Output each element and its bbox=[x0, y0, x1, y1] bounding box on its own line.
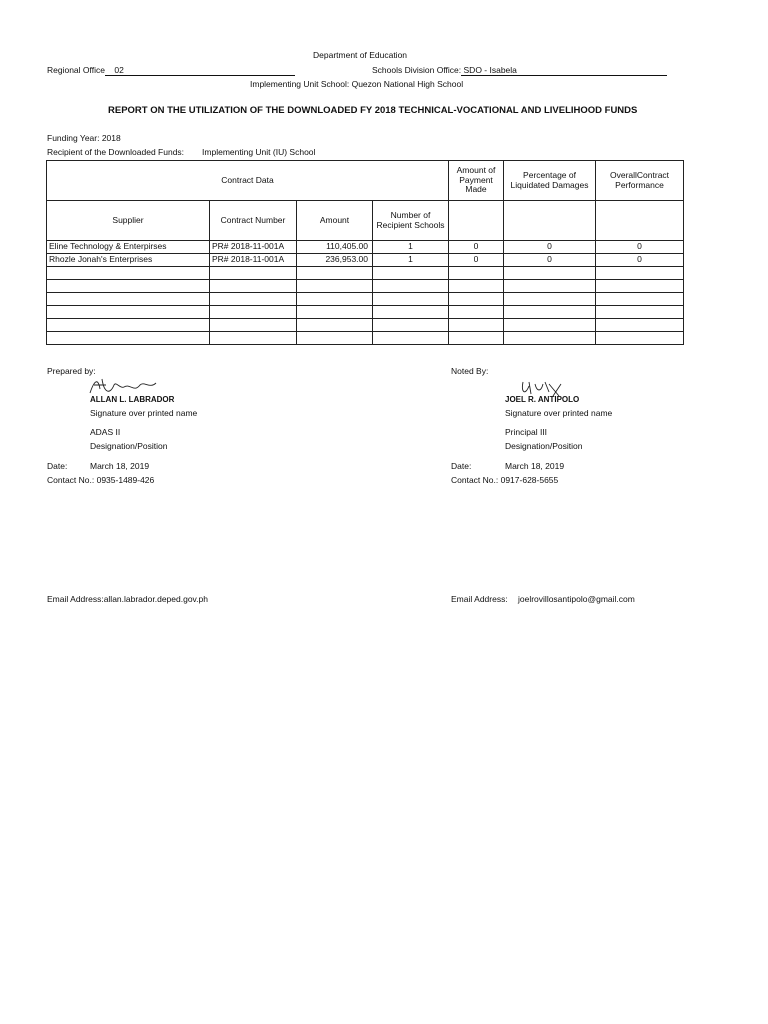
table-row bbox=[47, 306, 684, 319]
noted-by-label: Noted By: bbox=[451, 366, 489, 376]
supplier-cell bbox=[47, 306, 210, 319]
supplier-header: Supplier bbox=[47, 201, 210, 241]
recipient-line bbox=[47, 147, 315, 157]
contract-number-cell bbox=[210, 280, 297, 293]
contract-number-cell: PR# 2018-11-001A bbox=[210, 241, 297, 254]
noted-email-label: Email Address: bbox=[451, 594, 508, 604]
supplier-cell bbox=[47, 267, 210, 280]
funding-year: Funding Year: 2018 bbox=[47, 133, 121, 143]
prepared-name: ALLAN L. LABRADOR bbox=[90, 395, 175, 404]
payment-cell bbox=[449, 319, 504, 332]
noted-name: JOEL R. ANTIPOLO bbox=[505, 395, 580, 404]
performance-cell bbox=[596, 306, 684, 319]
amount-cell bbox=[297, 332, 373, 345]
contract-number-cell bbox=[210, 306, 297, 319]
noted-email-value: joelrovillosantipolo@gmail.com bbox=[518, 594, 635, 604]
noted-contact: Contact No.: 0917-628-5655 bbox=[451, 475, 559, 485]
payment-cell bbox=[449, 267, 504, 280]
prepared-designation: ADAS II bbox=[90, 427, 121, 437]
performance-cell bbox=[596, 280, 684, 293]
noted-date-value: March 18, 2019 bbox=[505, 461, 565, 471]
payment-cell bbox=[449, 306, 504, 319]
contract-number-cell bbox=[210, 293, 297, 306]
implementing-unit-line: Implementing Unit School: Quezon National High School bbox=[250, 79, 464, 89]
payment-cell: 0 bbox=[449, 254, 504, 267]
prepared-date-label: Date: bbox=[47, 461, 68, 471]
division-office-line bbox=[372, 65, 667, 76]
table-row bbox=[47, 254, 684, 267]
payment-cell: 0 bbox=[449, 241, 504, 254]
contract-number-header: Contract Number bbox=[210, 201, 297, 241]
performance-cell: 0 bbox=[596, 241, 684, 254]
noted-date-label: Date: bbox=[451, 461, 472, 471]
contract-data-table bbox=[46, 160, 684, 345]
supplier-cell bbox=[47, 293, 210, 306]
table-row bbox=[47, 293, 684, 306]
liquidated-cell bbox=[504, 306, 596, 319]
recipients-cell bbox=[373, 293, 449, 306]
table-row bbox=[47, 332, 684, 345]
prepared-email: Email Address:allan.labrador.deped.gov.ph bbox=[47, 594, 208, 604]
prepared-signature-caption: Signature over printed name bbox=[90, 408, 198, 418]
department-title: Department of Education bbox=[313, 50, 408, 60]
recipients-cell bbox=[373, 332, 449, 345]
noted-signature-caption: Signature over printed name bbox=[505, 408, 613, 418]
liquidated-cell bbox=[504, 332, 596, 345]
recipient-label: Recipient of the Downloaded Funds: bbox=[47, 147, 185, 157]
liquidated-cell: 0 bbox=[504, 254, 596, 267]
supplier-cell: Rhozle Jonah's Enterprises bbox=[47, 254, 210, 267]
table-row bbox=[47, 267, 684, 280]
prepared-contact: Contact No.: 0935-1489-426 bbox=[47, 475, 155, 485]
liquidated-cell: 0 bbox=[504, 241, 596, 254]
performance-cell bbox=[596, 319, 684, 332]
payment-made-subheader bbox=[449, 201, 504, 241]
payment-cell bbox=[449, 280, 504, 293]
liquidated-damages-subheader bbox=[504, 201, 596, 241]
liquidated-cell bbox=[504, 280, 596, 293]
report-title: REPORT ON THE UTILIZATION OF THE DOWNLOADED FY 2018 TECHNICAL-VOCATIONAL AND LIVELIHOOD FUNDS bbox=[108, 105, 638, 116]
prepared-by-label: Prepared by: bbox=[47, 366, 96, 376]
recipients-cell: 1 bbox=[373, 254, 449, 267]
contract-performance-header: OverallContract Performance bbox=[596, 161, 684, 201]
regional-office-value: 02 bbox=[105, 65, 295, 76]
recipient-value: Implementing Unit (IU) School bbox=[202, 147, 316, 157]
amount-cell bbox=[297, 306, 373, 319]
recipients-cell: 1 bbox=[373, 241, 449, 254]
prepared-designation-caption: Designation/Position bbox=[90, 441, 168, 451]
performance-cell bbox=[596, 267, 684, 280]
contract-number-cell bbox=[210, 332, 297, 345]
amount-cell bbox=[297, 319, 373, 332]
performance-cell: 0 bbox=[596, 254, 684, 267]
supplier-cell bbox=[47, 280, 210, 293]
performance-cell bbox=[596, 332, 684, 345]
amount-header: Amount bbox=[297, 201, 373, 241]
liquidated-cell bbox=[504, 319, 596, 332]
payment-cell bbox=[449, 293, 504, 306]
supplier-cell: Eline Technology & Enterpirses bbox=[47, 241, 210, 254]
contract-number-cell bbox=[210, 319, 297, 332]
noted-designation-caption: Designation/Position bbox=[505, 441, 583, 451]
recipients-cell bbox=[373, 319, 449, 332]
contract-performance-subheader bbox=[596, 201, 684, 241]
recipient-schools-header: Number of Recipient Schools bbox=[373, 201, 449, 241]
supplier-cell bbox=[47, 332, 210, 345]
amount-cell: 236,953.00 bbox=[297, 254, 373, 267]
amount-cell bbox=[297, 280, 373, 293]
supplier-cell bbox=[47, 319, 210, 332]
table-row bbox=[47, 319, 684, 332]
liquidated-cell bbox=[504, 267, 596, 280]
amount-cell bbox=[297, 267, 373, 280]
liquidated-cell bbox=[504, 293, 596, 306]
table-row bbox=[47, 280, 684, 293]
division-office-label: Schools Division Office: bbox=[372, 65, 462, 75]
performance-cell bbox=[596, 293, 684, 306]
recipients-cell bbox=[373, 306, 449, 319]
contract-number-cell: PR# 2018-11-001A bbox=[210, 254, 297, 267]
payment-made-header: Amount of Payment Made bbox=[449, 161, 504, 201]
division-office-value: SDO - Isabela bbox=[461, 65, 667, 76]
contract-data-header: Contract Data bbox=[47, 161, 449, 201]
regional-office-line bbox=[47, 65, 295, 76]
amount-cell bbox=[297, 293, 373, 306]
noted-designation: Principal III bbox=[505, 427, 548, 437]
liquidated-damages-header: Percentage of Liquidated Damages bbox=[504, 161, 596, 201]
recipients-cell bbox=[373, 267, 449, 280]
table-row bbox=[47, 241, 684, 254]
amount-cell: 110,405.00 bbox=[297, 241, 373, 254]
contract-number-cell bbox=[210, 267, 297, 280]
payment-cell bbox=[449, 332, 504, 345]
prepared-date-value: March 18, 2019 bbox=[90, 461, 150, 471]
regional-office-label: Regional Office bbox=[47, 65, 105, 75]
recipients-cell bbox=[373, 280, 449, 293]
